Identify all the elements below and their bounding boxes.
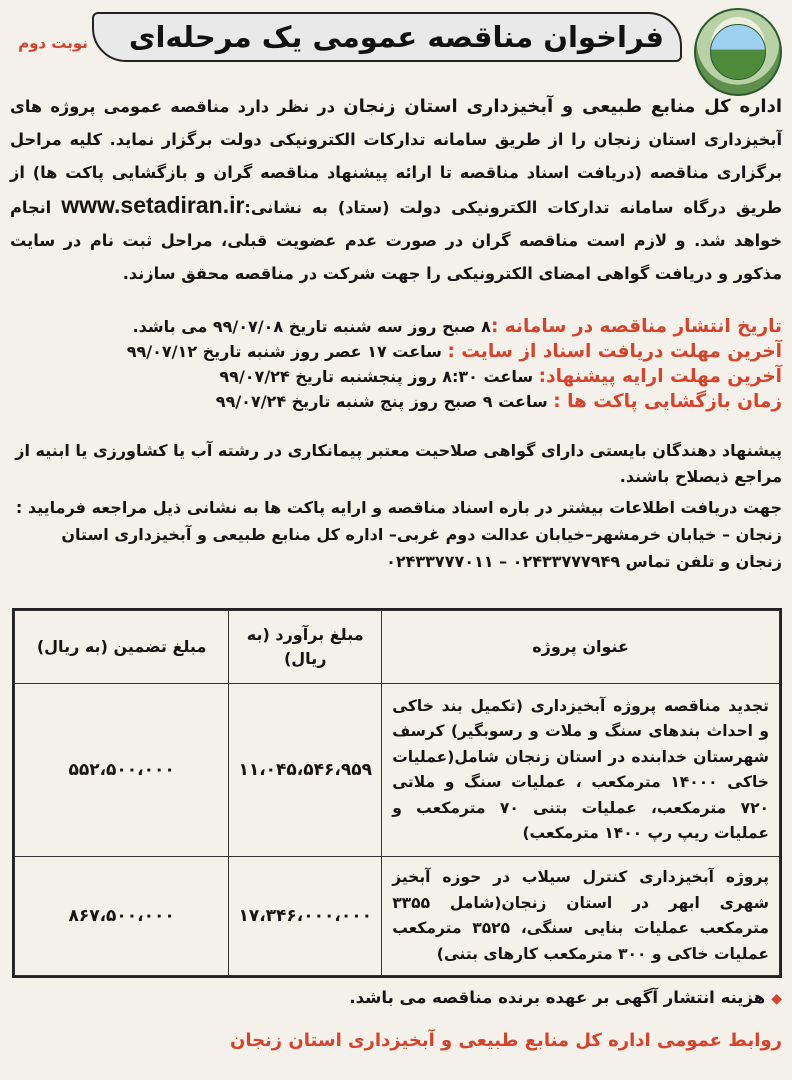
footer-signature: روابط عمومی اداره کل منابع طبیعی و آبخیزداری استان زنجان (229, 1030, 782, 1051)
qualification-note: پیشنهاد دهندگان بایستی دارای گواهی صلاحیت معتبر پیمانکاری در رشته آب یا کشاورزی یا ابنیه از مراجع ذیصلاح باشند. (15, 441, 782, 486)
date-row-publish (10, 314, 782, 339)
round-label: نوبت دوم (18, 34, 88, 52)
address-text: زنجان – خیابان خرمشهر–خیابان عدالت دوم غربی– اداره کل منابع طبیعی و آبخیزداری استان زنجان و تلفن تماس (61, 525, 782, 571)
estimate-amount: ۱۱،۰۴۵،۵۴۶،۹۵۹ (229, 684, 382, 857)
table-row (15, 684, 780, 857)
contact-address (10, 521, 782, 575)
fee-note (349, 988, 782, 1007)
project-title: تجدید مناقصه پروژه آبخیزداری (تکمیل بند خاکی و احداث بندهای سنگ و ملات و رسوبگیر) کرسف شهرستان خدابنده در استان زنجان شامل(عملیات خاکی ۱۴۰۰۰ مترمکعب ، عملیات سنگ و ملاتی ۷۲۰ مترمکعب، عملیات بتنی ۷۰ مترمکعب و عملیات ریپ رپ ۱۴۰۰ مترمکعب) (382, 684, 780, 857)
date-label: تاریخ انتشار مناقصه در سامانه : (490, 316, 782, 337)
date-value: ساعت ۸:۳۰ روز پنجشنبه تاریخ ۹۹/۰۷/۲۴ (219, 367, 539, 386)
title-banner (92, 12, 682, 62)
fee-note-text: هزینه انتشار آگهی بر عهده برنده مناقصه می باشد. (349, 988, 766, 1007)
date-row-submission (10, 364, 782, 389)
table-row (15, 857, 780, 976)
header-project-title: عنوان پروژه (382, 611, 780, 684)
estimate-amount: ۱۷،۳۴۶،۰۰۰،۰۰۰ (229, 857, 382, 976)
diamond-bullet-icon: ◆ (771, 991, 782, 1007)
date-value: ۸ صبح روز سه شنبه تاریخ ۹۹/۰۷/۰۸ می باشد. (132, 317, 491, 336)
phone-numbers: ۰۲۴۳۳۷۷۷۰۱۱ – ۰۲۴۳۳۷۷۷۹۴۹ (386, 552, 621, 571)
date-row-documents (10, 339, 782, 364)
intro-text-1: در نظر دارد مناقصه عمومی پروژه های آبخیزداری استان زنجان را از طریق سامانه تدارکات الکترونیکی دولت برگزار نماید. کلیه مراحل برگزاری مناقصه (دریافت اسناد مناقصه تا ارائه پیشنهاد مناقصه گران و بازگشایی پاکت ها) از طریق درگاه سامانه تدارکات الکترونیکی دولت (ستاد) به نشانی: (10, 97, 782, 217)
date-label: آخرین مهلت ارایه پیشنهاد: (538, 366, 782, 387)
contact-block (10, 494, 782, 575)
date-value: ساعت ۱۷ عصر روز شنبه تاریخ ۹۹/۰۷/۱۲ (126, 342, 448, 361)
contact-intro: جهت دریافت اطلاعات بیشتر در باره اسناد مناقصه و ارایه پاکت ها به نشانی ذیل مراجعه فرمایید : (15, 498, 782, 517)
table-header-row (15, 611, 780, 684)
dates-block (10, 314, 782, 414)
date-value: ساعت ۹ صبح روز پنج شنبه تاریخ ۹۹/۰۷/۲۴ (215, 392, 554, 411)
header-guarantee: مبلغ تضمین (به ریال) (15, 611, 229, 684)
notice-title: فراخوان مناقصه عمومی یک مرحله‌ای (128, 20, 664, 54)
project-title: پروژه آبخیزداری کنترل سیلاب در حوزه آبخیز شهری ابهر در استان زنجان(شامل ۳۳۵۵ مترمکعب عملیات بنایی سنگی، ۳۵۲۵ مترمکعب عملیات خاکی و ۳۰۰ مترمکعب کارهای بتنی) (382, 857, 780, 976)
website-link[interactable]: www.setadiran.ir (61, 192, 245, 218)
guarantee-amount: ۸۶۷،۵۰۰،۰۰۰ (15, 857, 229, 976)
intro-text-2: انجام خواهد شد. و لازم است مناقصه گران در صورت عدم عضویت قبلی، مراحل ثبت نام در سایت مذکور و دریافت گواهی امضای الکترونیکی را جهت شرکت در مناقصه محقق سازند. (10, 198, 782, 283)
tender-notice (10, 8, 782, 1072)
organization-name: اداره کل منابع طبیعی و آبخیزداری استان زنجان (343, 96, 783, 117)
guarantee-amount: ۵۵۲،۵۰۰،۰۰۰ (15, 684, 229, 857)
date-row-opening (10, 389, 782, 414)
logo-landscape-icon (710, 24, 766, 80)
header-estimate: مبلغ برآورد (به ریال) (229, 611, 382, 684)
intro-paragraph (10, 90, 782, 290)
date-label: آخرین مهلت دریافت اسناد از سایت : (447, 341, 782, 362)
projects-table (12, 608, 782, 978)
date-label: زمان بازگشایی پاکت ها : (553, 391, 782, 412)
organization-logo-icon (694, 8, 782, 96)
